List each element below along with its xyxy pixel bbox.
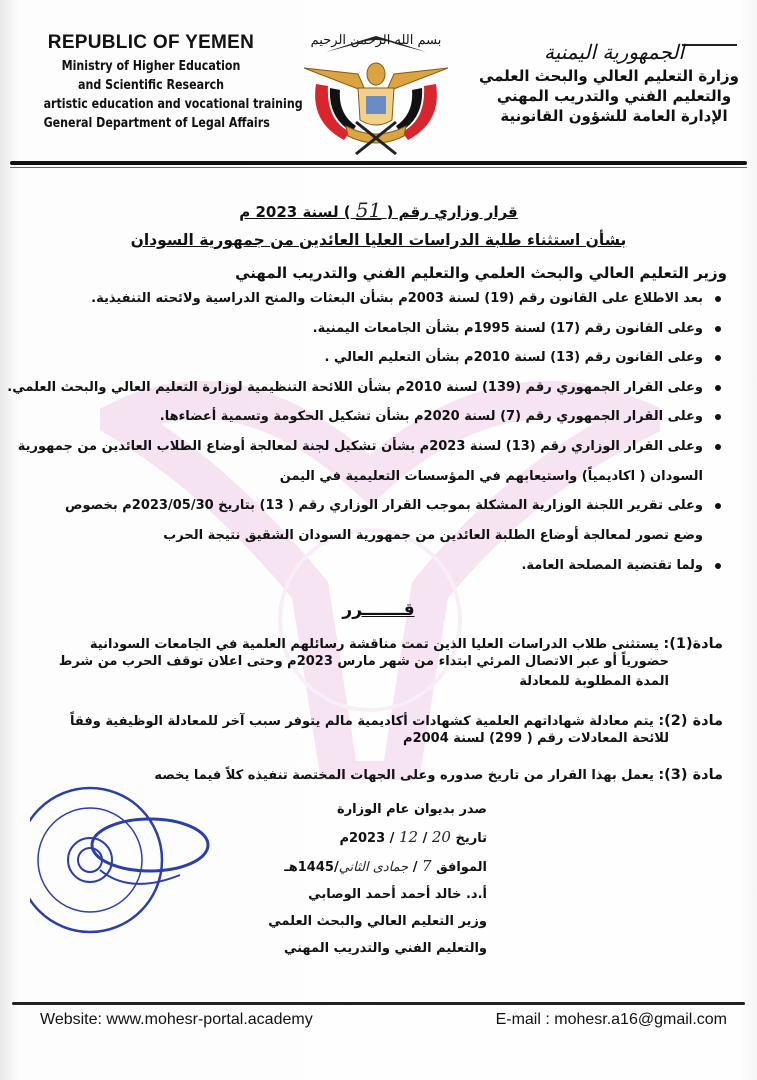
decree-subject-text: بشأن استثناء طلبة الدراسات العليا العائدين من جمهورية السودان [130,231,627,249]
preamble-item [33,319,723,339]
preamble-list [7,289,723,585]
date-day: 20 [431,828,451,846]
signatory-title-2: والتعليم الفني والتدريب المهني [283,941,487,956]
preamble-text: وعلى القرار الوزاري رقم (13) لسنة 2023م بشأن تشكيل لجنة لمعالجة أوضاع الطلاب العائدين من جمهورية [17,438,703,454]
country-name-en: REPUBLIC OF YEMEN [47,32,255,53]
date-month: 12 [398,828,419,846]
article-2 [23,713,723,749]
article-text-line-2: حضورياً أو عبر الاتصال المرئي ابتداء من شهر مارس 2023م وحتى اعلان توقف الحرب من شرط [58,654,669,669]
hijri-label: الموافق [436,860,487,875]
signature-block [247,800,487,959]
hijri-year: 1445هـ [284,860,334,875]
decree-subject [0,231,757,249]
ministry-line-2: and Scientific Research [77,77,225,93]
official-stamp-icon [30,775,210,945]
preamble-item [33,556,723,576]
article-text-line-2: للائحة المعادلات رقم ( 299) لسنة 2004م [403,731,669,746]
header-divider-thin [10,167,747,168]
decree-number: 51 [355,198,382,222]
department-line: General Department of Legal Affairs [43,115,270,131]
gregorian-date: تاريخ 20 / 12 / 2023م [339,828,487,846]
preamble-item [33,289,723,309]
preamble-text: وعلى تقرير اللجنة الوزارية المشكلة بموجب القرار الوزاري رقم ( 13) بتاريخ 2023/05/30م بخصوص [65,498,703,513]
bullet-icon [715,563,721,569]
header-divider [10,161,747,165]
date-label: تاريخ [455,831,487,846]
hijri-day: 7 [422,857,432,875]
ministry-line-3: artistic education and vocational training [43,96,303,112]
department-ar-line: الإدارة العامة للشؤون القانونية [500,107,728,125]
preamble-item [33,348,723,368]
article-label: مادة (3): [658,767,723,783]
decree-title-suffix: ) لسنة 2023 م [239,203,351,221]
decided-heading [0,600,757,620]
article-text-line-3: المدة المطلوبة للمعادلة [519,674,669,689]
article-label: مادة(1): [663,636,723,652]
preamble-text-continued: وضع تصور لمعالجة أوضاع الطلبة العائدين من جمهورية السودان الشقيق نتيجة الحرب [163,528,703,543]
preamble-text: وعلى القرار الجمهوري رقم (7) لسنة 2020م بشأن تشكيل الحكومة وتسمية أعضاءها. [159,409,703,424]
ministry-ar-line-1: وزارة التعليم العالي والبحث العلمي [478,67,739,85]
bullet-icon [715,385,721,391]
preamble-text: ولما تقتضية المصلحة العامة. [521,557,703,573]
footer-email: E-mail : mohesr.a16@gmail.com [495,1011,727,1028]
signatory-title-1: وزير التعليم العالي والبحث العلمي [268,914,487,929]
ministry-ar-line-2: والتعليم الفني والتدريب المهني [496,87,732,105]
preamble-item [33,407,723,427]
bullet-icon [715,326,721,332]
decree-title [0,198,757,222]
country-name-ar: الجمهورية اليمنية [543,40,685,64]
preamble-item [7,378,723,398]
preamble-item [17,437,723,487]
preamble-text: وعلى القانون رقم (13) لسنة 2010م بشأن التعليم العالي . [324,350,703,365]
bullet-icon [715,444,721,450]
preamble-text: بعد الاطلاع على القانون رقم (19) لسنة 2003م بشأن البعثات والمنح الدراسية ولائحته التنفيذية. [91,291,703,306]
bullet-icon [715,296,721,302]
yemen-emblem-icon [296,22,456,162]
header-arabic [478,40,739,126]
hijri-date: الموافق 7 / جمادى الثاني/1445هـ [284,857,487,875]
decree-title-prefix: قرار وزاري رقم ( [386,203,518,221]
bullet-icon [715,414,721,420]
footer-divider [12,1002,745,1005]
signatory-name: أ.د. خالد أحمد أحمد الوصابي [308,887,487,902]
bullet-icon [715,503,721,509]
bullet-icon [715,355,721,361]
preamble-text: وعلى القانون رقم (17) لسنة 1995م بشأن الجامعات اليمنية. [312,320,703,336]
preamble-item [33,496,723,546]
decided-text: قـــــــرر [342,600,415,620]
preamble-text-continued: السودان ( اكاديمياً) واستيعابهم في المؤسسات التعليمية في اليمن [279,468,703,484]
preamble-text: وعلى القرار الجمهوري رقم (139) لسنة 2010م بشأن اللائحة التنظيمية لوزارة التعليم العالي والبحث العلمي. [7,379,703,395]
article-1 [23,636,723,692]
date-year: 2023م [339,831,386,846]
ministry-line-1: Ministry of Higher Education [61,58,241,74]
article-text: يعمل بهذا القرار من تاريخ صدوره وعلى الجهات المختصة تنفيذه كلاً فيما يخصه [154,768,654,783]
article-text: يتم معادلة شهاداتهم العلمية كشهادات أكاديمية مالم يتوفر سبب آخر للمعادلة الوظيفية وفقاً [70,714,654,729]
basmala-text: بسم الله الرحمن الرحيم [310,33,442,48]
article-label: مادة (2): [658,713,723,729]
article-text: يستثنى طلاب الدراسات العليا الذين تمت مناقشة رسائلهم العلمية في الجامعات السودانية [89,637,659,652]
header-english [20,32,303,133]
hijri-month: جمادى الثاني [338,860,409,875]
issued-at: صدر بديوان عام الوزارة [337,802,487,817]
decree-issuer: وزير التعليم العالي والبحث العلمي والتعليم الفني والتدريب المهني [235,264,727,282]
footer-website: Website: www.mohesr-portal.academy [40,1011,313,1028]
